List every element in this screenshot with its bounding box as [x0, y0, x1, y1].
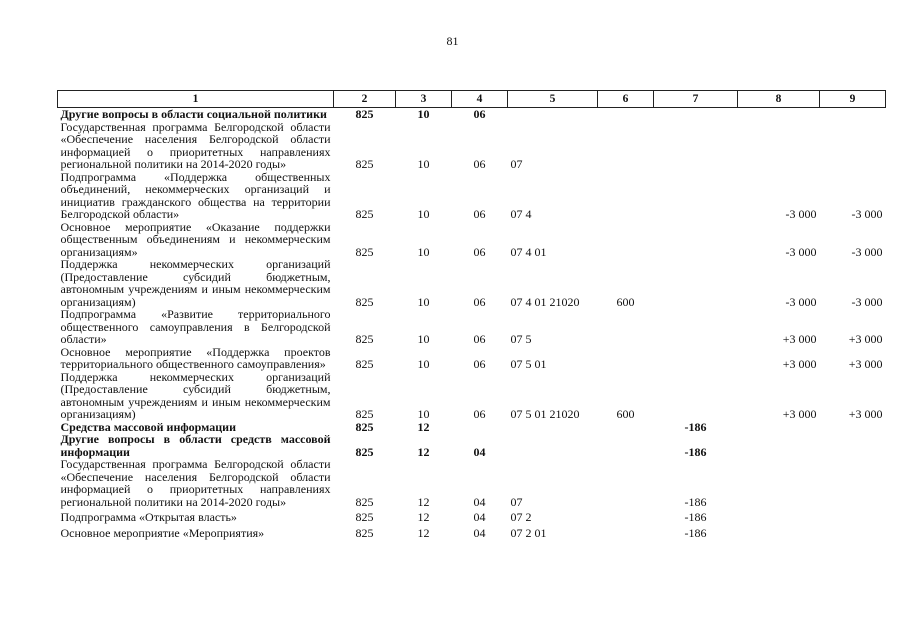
cell-expense-type [598, 308, 654, 346]
cell-amount-9: -3 000 [851, 207, 883, 221]
cell-amount-7 [654, 371, 738, 421]
cell-amount-8 [738, 421, 820, 434]
row-description: Основное мероприятие «Мероприятия» [60, 525, 265, 540]
cell-amount-8 [738, 458, 820, 508]
table-row [58, 121, 886, 171]
cell-target-article: 07 4 01 21020 [510, 294, 580, 309]
cell-amount-8 [738, 121, 820, 171]
table-row [58, 171, 886, 221]
cell-section: 10 [417, 107, 430, 121]
cell-subsection: 04 [473, 444, 486, 459]
row-description: Государственная программа Белгородской области «Обеспечение населения Белгородской области информацией о приоритетных направлениях региональной политики на 2014-2020 годы» [60, 119, 331, 171]
cell-target-article: 07 5 [510, 332, 532, 346]
cell-amount-7 [654, 346, 738, 371]
row-description: Основное мероприятие «Оказание поддержки общественным объединениям и некоммерческим организациям» [60, 219, 331, 259]
table-row [58, 258, 886, 308]
cell-section: 10 [417, 244, 430, 259]
col-header-9: 9 [820, 91, 886, 108]
cell-expense-type: 600 [616, 407, 635, 421]
cell-target-article: 07 4 01 [510, 244, 547, 259]
cell-target-article: 07 [510, 494, 523, 509]
cell-amount-8: +3 000 [782, 357, 817, 371]
cell-subsection: 06 [473, 244, 486, 259]
cell-subsection: 04 [473, 494, 486, 509]
table-row [58, 458, 886, 508]
cell-amount-9 [820, 121, 886, 171]
table-row [58, 508, 886, 524]
cell-section: 10 [417, 294, 430, 309]
cell-section: 12 [417, 510, 430, 524]
cell-admin-code: 825 [355, 444, 374, 459]
cell-section: 12 [417, 419, 430, 434]
cell-amount-9 [820, 508, 886, 524]
cell-expense-type [598, 421, 654, 434]
cell-amount-7 [654, 308, 738, 346]
budget-table [57, 90, 886, 539]
cell-subsection: 06 [473, 407, 486, 421]
cell-section: 10 [417, 357, 430, 371]
cell-amount-8: +3 000 [782, 332, 817, 346]
cell-amount-9: -3 000 [851, 244, 883, 259]
cell-amount-8 [738, 508, 820, 524]
cell-amount-7: -186 [684, 419, 707, 434]
cell-subsection: 06 [473, 107, 486, 121]
cell-target-article [508, 433, 598, 458]
cell-admin-code: 825 [355, 332, 374, 346]
table-row [58, 524, 886, 540]
cell-amount-9: +3 000 [848, 407, 883, 421]
cell-amount-7: -186 [684, 494, 707, 509]
col-header-5: 5 [508, 91, 598, 108]
cell-expense-type [598, 433, 654, 458]
cell-target-article: 07 2 [510, 510, 532, 524]
cell-amount-8 [738, 524, 820, 540]
cell-amount-7: -186 [684, 444, 707, 459]
cell-expense-type [598, 121, 654, 171]
cell-amount-9: +3 000 [848, 332, 883, 346]
cell-subsection: 06 [473, 207, 486, 221]
cell-amount-8 [738, 108, 820, 121]
cell-subsection: 06 [473, 357, 486, 371]
cell-admin-code: 825 [355, 510, 374, 524]
cell-section: 12 [417, 444, 430, 459]
cell-expense-type [598, 458, 654, 508]
cell-subsection: 04 [473, 525, 486, 540]
cell-subsection: 06 [473, 294, 486, 309]
row-description: Подпрограмма «Развитие территориального общественного самоуправления в Белгородской области» [60, 307, 331, 346]
table-row [58, 433, 886, 458]
cell-target-article: 07 2 01 [510, 525, 547, 540]
cell-admin-code: 825 [355, 107, 374, 121]
col-header-8: 8 [738, 91, 820, 108]
cell-expense-type [598, 221, 654, 259]
cell-amount-9: -3 000 [851, 294, 883, 309]
table-row [58, 108, 886, 121]
cell-amount-8: -3 000 [785, 207, 817, 221]
cell-amount-7: -186 [684, 510, 707, 524]
table-row [58, 346, 886, 371]
cell-amount-9 [820, 458, 886, 508]
cell-admin-code: 825 [355, 419, 374, 434]
col-header-3: 3 [396, 91, 452, 108]
cell-amount-9 [820, 433, 886, 458]
row-description: Средства массовой информации [60, 419, 236, 434]
row-description: Основное мероприятие «Поддержка проектов территориального общественного самоуправления» [60, 344, 331, 371]
cell-amount-7 [654, 108, 738, 121]
cell-target-article: 07 4 [510, 207, 532, 221]
cell-amount-9 [820, 421, 886, 434]
cell-subsection: 04 [473, 510, 486, 524]
row-description: Подпрограмма «Открытая власть» [60, 510, 237, 524]
cell-section: 10 [417, 407, 430, 421]
table-row [58, 308, 886, 346]
cell-amount-7 [654, 221, 738, 259]
cell-amount-9 [820, 108, 886, 121]
cell-section: 10 [417, 332, 430, 346]
col-header-4: 4 [452, 91, 508, 108]
cell-section: 12 [417, 525, 430, 540]
table-body [58, 108, 886, 540]
col-header-1: 1 [58, 91, 334, 108]
row-description: Поддержка некоммерческих организаций (Предоставление субсидий бюджетным, автономным учреждениям и иным некоммерческим организациям) [60, 257, 331, 309]
cell-amount-8: -3 000 [785, 244, 817, 259]
cell-target-article: 07 5 01 [510, 357, 547, 371]
col-header-7: 7 [654, 91, 738, 108]
cell-expense-type [598, 108, 654, 121]
cell-admin-code: 825 [355, 525, 374, 540]
col-header-2: 2 [334, 91, 396, 108]
cell-admin-code: 825 [355, 244, 374, 259]
table-row [58, 371, 886, 421]
cell-admin-code: 825 [355, 407, 374, 421]
cell-subsection: 06 [473, 157, 486, 171]
cell-amount-7 [654, 258, 738, 308]
row-description: Поддержка некоммерческих организаций (Предоставление субсидий бюджетным, автономным учреждениям и иным некоммерческим организациям) [60, 369, 331, 421]
cell-section: 12 [417, 494, 430, 509]
cell-target-article: 07 [510, 157, 523, 171]
cell-expense-type [598, 508, 654, 524]
cell-section: 10 [417, 157, 430, 171]
page-number: 81 [446, 34, 459, 48]
cell-section: 10 [417, 207, 430, 221]
cell-admin-code: 825 [355, 207, 374, 221]
cell-admin-code: 825 [355, 494, 374, 509]
cell-target-article [508, 421, 598, 434]
cell-amount-8: -3 000 [785, 294, 817, 309]
cell-amount-9: +3 000 [848, 357, 883, 371]
cell-admin-code: 825 [355, 357, 374, 371]
cell-subsection [452, 421, 508, 434]
row-description: Другие вопросы в области средств массовой информации [60, 432, 331, 459]
cell-amount-7 [654, 121, 738, 171]
cell-amount-8: +3 000 [782, 407, 817, 421]
cell-amount-9 [820, 524, 886, 540]
table-header-row [58, 91, 886, 108]
table-row [58, 221, 886, 259]
cell-amount-7: -186 [684, 525, 707, 540]
cell-expense-type: 600 [616, 294, 635, 309]
row-description: Государственная программа Белгородской области «Обеспечение населения Белгородской области информацией о приоритетных направлениях региональной политики на 2014-2020 годы» [60, 457, 331, 509]
cell-admin-code: 825 [355, 157, 374, 171]
cell-subsection: 06 [473, 332, 486, 346]
col-header-6: 6 [598, 91, 654, 108]
cell-expense-type [598, 171, 654, 221]
cell-amount-7 [654, 171, 738, 221]
cell-target-article [508, 108, 598, 121]
row-description: Другие вопросы в области социальной политики [60, 107, 327, 121]
cell-amount-8 [738, 433, 820, 458]
cell-target-article: 07 5 01 21020 [510, 407, 580, 421]
cell-expense-type [598, 346, 654, 371]
cell-admin-code: 825 [355, 294, 374, 309]
cell-expense-type [598, 524, 654, 540]
row-description: Подпрограмма «Поддержка общественных объединений, некоммерческих организаций и инициатив гражданского общества на территории Белгородской области» [60, 169, 331, 221]
